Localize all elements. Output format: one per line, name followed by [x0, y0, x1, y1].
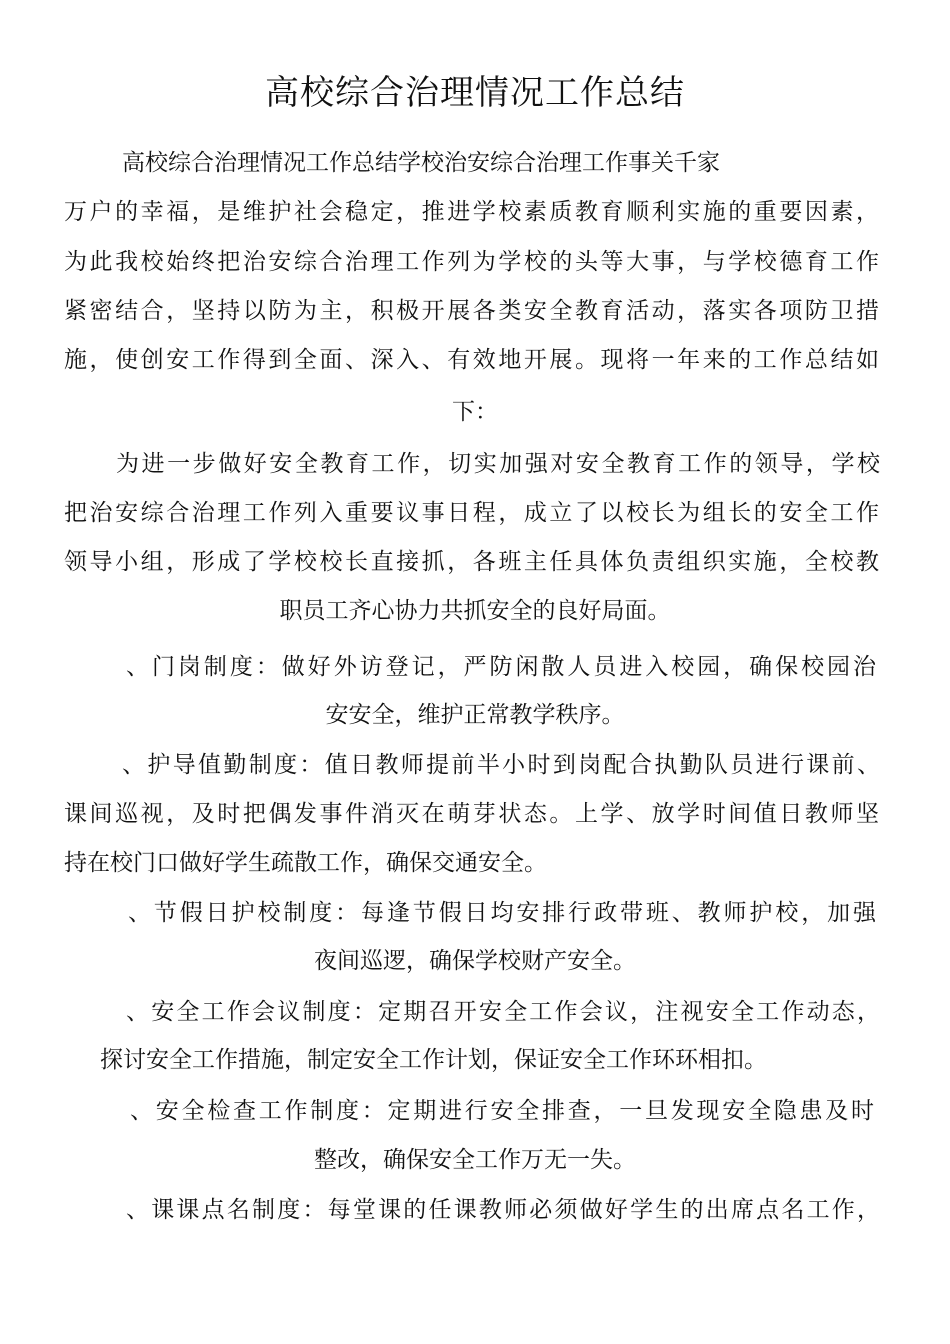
paragraph-line: 紧密结合，坚持以防为主，积极开展各类安全教育活动，落实各项防卫措 [64, 298, 879, 324]
paragraph-line: 施，使创安工作得到全面、深入、有效地开展。现将一年来的工作总结如 [64, 347, 879, 373]
paragraph-line: 万户的幸福，是维护社会稳定，推进学校素质教育顺利实施的重要因素， [64, 199, 879, 225]
list-item-line: 、节假日护校制度：每逢节假日均安排行政带班、教师护校，加强 [128, 900, 876, 926]
paragraph-line: 为此我校始终把治安综合治理工作列为学校的头等大事，与学校德育工作 [64, 249, 879, 275]
paragraph-line: 职员工齐心协力共抓安全的良好局面。 [279, 598, 671, 624]
paragraph-line: 高校综合治理情况工作总结学校治安综合治理工作事关千家 [122, 150, 720, 176]
list-item-line: 持在校门口做好学生疏散工作，确保交通安全。 [64, 850, 547, 876]
list-item-line: 课间巡视，及时把偶发事件消灭在萌芽状态。上学、放学时间值日教师坚 [64, 801, 879, 827]
list-item-line: 整改，确保安全工作万无一失。 [314, 1147, 636, 1173]
paragraph-line: 把治安综合治理工作列入重要议事日程，成立了以校长为组长的安全工作 [64, 500, 879, 526]
list-item-line: 夜间巡逻，确保学校财产安全。 [314, 948, 636, 974]
list-item-line: 、安全检查工作制度：定期进行安全排查，一旦发现安全隐患及时 [130, 1098, 874, 1124]
list-item-line: 、门岗制度：做好外访登记，严防闲散人员进入校园，确保校园治 [126, 654, 876, 680]
paragraph-line: 为进一步做好安全教育工作，切实加强对安全教育工作的领导，学校 [116, 451, 880, 477]
list-item-line: 、护导值勤制度：值日教师提前半小时到岗配合执勤队员进行课前、 [122, 752, 880, 778]
list-item-line: 探讨安全工作措施，制定安全工作计划，保证安全工作环环相扣。 [100, 1047, 767, 1073]
list-item-line: 安安全，维护正常教学秩序。 [325, 702, 625, 728]
paragraph-line: 领导小组，形成了学校校长直接抓，各班主任具体负责组织实施，全校教 [64, 549, 879, 575]
list-item-line: 、课课点名制度：每堂课的任课教师必须做好学生的出席点名工作， [126, 1197, 880, 1223]
list-item-line: 、安全工作会议制度：定期召开安全工作会议，注视安全工作动态， [126, 999, 880, 1025]
document-title: 高校综合治理情况工作总结 [265, 73, 685, 113]
paragraph-line: 下： [452, 399, 498, 425]
